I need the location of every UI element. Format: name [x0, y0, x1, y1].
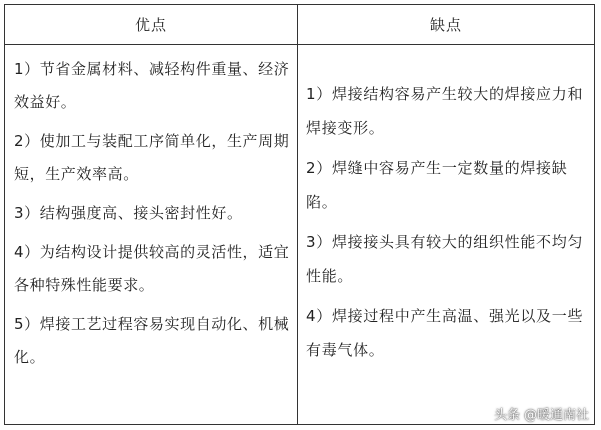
advantage-item-1: 1）节省金属材料、减轻构件重量、经济效益好。: [14, 60, 290, 111]
advantage-item-5: 5）焊接工艺过程容易实现自动化、机械化。: [14, 315, 290, 366]
disadvantage-item-2: 2）焊缝中容易产生一定数量的焊接缺陷。: [306, 159, 568, 211]
advantage-item-4: 4）为结构设计提供较高的灵活性，适宜各种特殊性能要求。: [14, 243, 290, 294]
header-disadvantages: 缺点: [429, 16, 462, 34]
watermark-brand: 头条: [493, 407, 520, 423]
disadvantage-item-3: 3）焊接接头具有较大的组织性能不均匀性能。: [306, 233, 584, 285]
advantage-item-2: 2）使加工与装配工序简单化，生产周期短，生产效率高。: [14, 132, 290, 183]
disadvantage-item-4: 4）焊接过程中产生高温、强光以及一些有毒气体。: [306, 307, 584, 359]
disadvantages-cell: [298, 77, 594, 373]
disadvantage-item-1: 1）焊接结构容易产生较大的焊接应力和焊接变形。: [306, 85, 584, 137]
table-header-row: [5, 5, 594, 45]
watermark: [494, 402, 589, 424]
comparison-table: [4, 4, 595, 425]
advantage-item-3: 3）结构强度高、接头密封性好。: [14, 204, 243, 222]
watermark-handle: @暖通南社: [523, 407, 589, 423]
advantages-cell: [5, 53, 297, 380]
header-advantages: 优点: [134, 16, 167, 34]
